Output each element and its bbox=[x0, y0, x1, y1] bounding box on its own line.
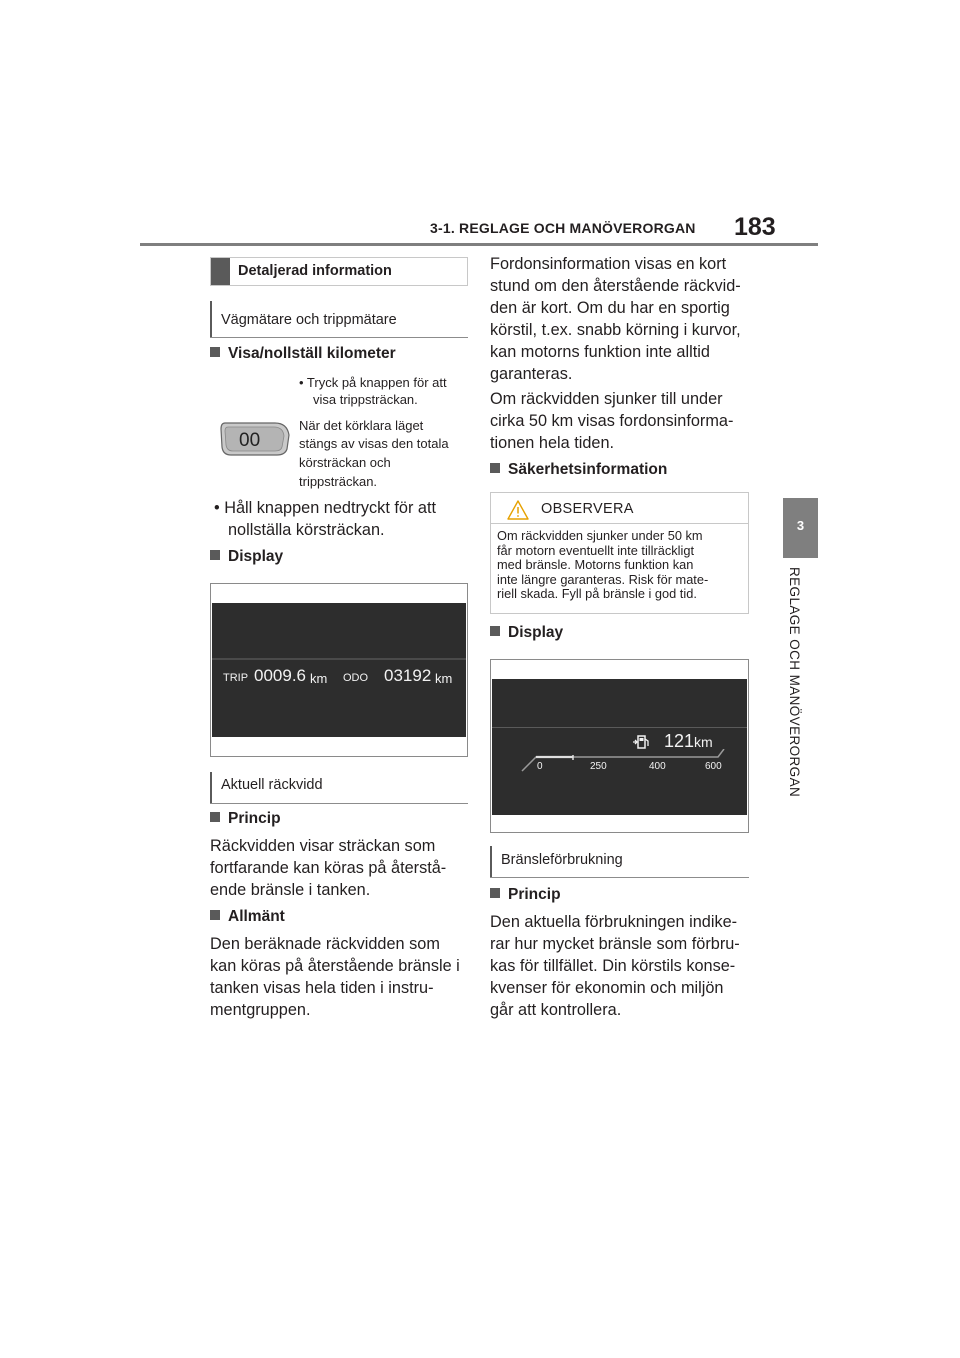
paragraph-line: cirka 50 km visas fordonsinforma- bbox=[490, 412, 734, 430]
caution-title: OBSERVERA bbox=[541, 501, 634, 517]
info-box bbox=[210, 257, 468, 338]
caution-line: Om räckvidden sjunker under 50 km bbox=[497, 528, 703, 543]
side-paragraph-line: trippsträckan. bbox=[299, 474, 378, 489]
heading-princip: Princip bbox=[210, 810, 281, 828]
range-value: 121 bbox=[664, 731, 695, 751]
warning-triangle-icon bbox=[506, 499, 530, 521]
paragraph-line: mentgruppen. bbox=[210, 1001, 311, 1019]
range-display-illustration bbox=[490, 659, 749, 833]
paragraph-line: Om räckvidden sjunker till under bbox=[490, 390, 723, 408]
odo-value: 03192 bbox=[384, 666, 432, 685]
display-divider bbox=[212, 658, 466, 660]
range-box-accent bbox=[210, 772, 212, 803]
side-paragraph-line: stängs av visas den totala bbox=[299, 436, 449, 451]
odo-label: ODO bbox=[343, 672, 369, 684]
side-bullet-line: • Tryck på knappen för att bbox=[299, 375, 447, 390]
paragraph-line: tanken visas hela tiden i instru- bbox=[210, 979, 434, 997]
info-box-sub-accent bbox=[210, 301, 212, 337]
heading-sakerhet: Säkerhetsinformation bbox=[490, 461, 667, 479]
paragraph-line: ende bränsle i tanken. bbox=[210, 881, 371, 899]
paragraph-line: kan köras på återstående bränsle i bbox=[210, 957, 460, 975]
heading-display: Display bbox=[490, 624, 563, 642]
info-box-title: Detaljerad information bbox=[238, 263, 392, 279]
range-gauge bbox=[518, 749, 728, 779]
reset-button-label: 00 bbox=[239, 430, 261, 451]
paragraph-line: Den aktuella förbrukningen indike- bbox=[490, 913, 738, 931]
paragraph-line: fortfarande kan köras på återstå- bbox=[210, 859, 447, 877]
heading-bullet-icon bbox=[210, 812, 220, 822]
range-unit: km bbox=[694, 734, 713, 750]
caution-line: inte längre garanteras. Risk för mate- bbox=[497, 571, 709, 587]
paragraph-line: Räckvidden visar sträckan som bbox=[210, 837, 436, 855]
paragraph-line: går att kontrollera. bbox=[490, 1001, 622, 1019]
paragraph-line: garanteras. bbox=[490, 365, 573, 383]
heading-bullet-icon bbox=[490, 463, 500, 473]
paragraph-line: tionen hela tiden. bbox=[490, 434, 615, 452]
paragraph-line: stund om den återstående räckvid- bbox=[490, 277, 741, 295]
header-rule bbox=[140, 243, 818, 246]
bullet-line: nollställa körsträckan. bbox=[228, 521, 385, 539]
paragraph-line: kvenser för ekonomin och miljön bbox=[490, 979, 724, 997]
heading-princip: Princip bbox=[490, 886, 561, 904]
display-screen bbox=[492, 679, 747, 815]
paragraph-line: Den beräknade räckvidden som bbox=[210, 935, 440, 953]
heading-bullet-icon bbox=[210, 550, 220, 560]
heading-display: Display bbox=[210, 548, 283, 566]
paragraph-line: kas för tillfället. Din körstils konse- bbox=[490, 957, 736, 975]
gauge-tick-label: 250 bbox=[590, 761, 607, 772]
trip-value: 0009.6 bbox=[254, 666, 306, 685]
trip-unit: km bbox=[310, 671, 328, 686]
running-header-section: 3-1. REGLAGE OCH MANÖVERORGAN bbox=[430, 220, 696, 236]
side-paragraph-line: körsträckan och bbox=[299, 455, 391, 470]
caution-line: med bränsle. Motorns funktion kan bbox=[497, 557, 694, 573]
caution-divider bbox=[491, 523, 748, 524]
trip-label: TRIP bbox=[223, 672, 249, 684]
heading-reset: Visa/nollställ kilometer bbox=[210, 345, 396, 363]
paragraph-line: den är kort. Om du har en sportig bbox=[490, 299, 730, 317]
heading-bullet-icon bbox=[490, 626, 500, 636]
consumption-info-box bbox=[490, 846, 749, 878]
side-bullet-line: visa trippsträckan. bbox=[313, 392, 418, 407]
caution-text bbox=[497, 529, 742, 602]
gauge-tick-label: 0 bbox=[537, 761, 543, 772]
range-box-title: Aktuell räckvidd bbox=[221, 777, 323, 793]
heading-allmant: Allmänt bbox=[210, 908, 285, 926]
info-box-header bbox=[210, 257, 468, 286]
info-box-accent bbox=[211, 258, 230, 285]
paragraph-line: körstil, t.ex. snabb körning i kurvor, bbox=[490, 321, 741, 339]
caution-box bbox=[490, 492, 749, 614]
odo-unit: km bbox=[435, 671, 453, 686]
chapter-tab-number: 3 bbox=[796, 518, 805, 533]
page-number: 183 bbox=[734, 213, 776, 241]
heading-bullet-icon bbox=[490, 888, 500, 898]
consumption-box-accent bbox=[490, 846, 492, 877]
display-screen bbox=[212, 603, 466, 737]
paragraph-line: Fordonsinformation visas en kort bbox=[490, 255, 727, 273]
odometer-display-illustration bbox=[210, 583, 468, 757]
display-divider bbox=[492, 727, 747, 728]
info-box-subtitle: Vägmätare och trippmätare bbox=[221, 312, 397, 328]
heading-bullet-icon bbox=[210, 910, 220, 920]
side-paragraph-line: När det körklara läget bbox=[299, 418, 424, 433]
reset-button-illustration bbox=[219, 419, 291, 457]
chapter-tab-title: REGLAGE OCH MANÖVERORGAN bbox=[787, 567, 802, 798]
consumption-box-title: Bränsleförbrukning bbox=[501, 852, 623, 868]
paragraph-line: rar hur mycket bränsle som förbru- bbox=[490, 935, 740, 953]
range-info-box bbox=[210, 772, 468, 804]
bullet-line: • Håll knappen nedtryckt för att bbox=[214, 499, 436, 517]
gauge-tick-label: 400 bbox=[649, 761, 666, 772]
caution-line: får motorn eventuellt inte tillräckligt bbox=[497, 542, 695, 558]
paragraph-line: kan motorns funktion inte alltid bbox=[490, 343, 710, 361]
heading-bullet-icon bbox=[210, 347, 220, 357]
gauge-tick-label: 600 bbox=[705, 761, 722, 772]
caution-line: riell skada. Fyll på bränsle i god tid. bbox=[497, 586, 697, 602]
